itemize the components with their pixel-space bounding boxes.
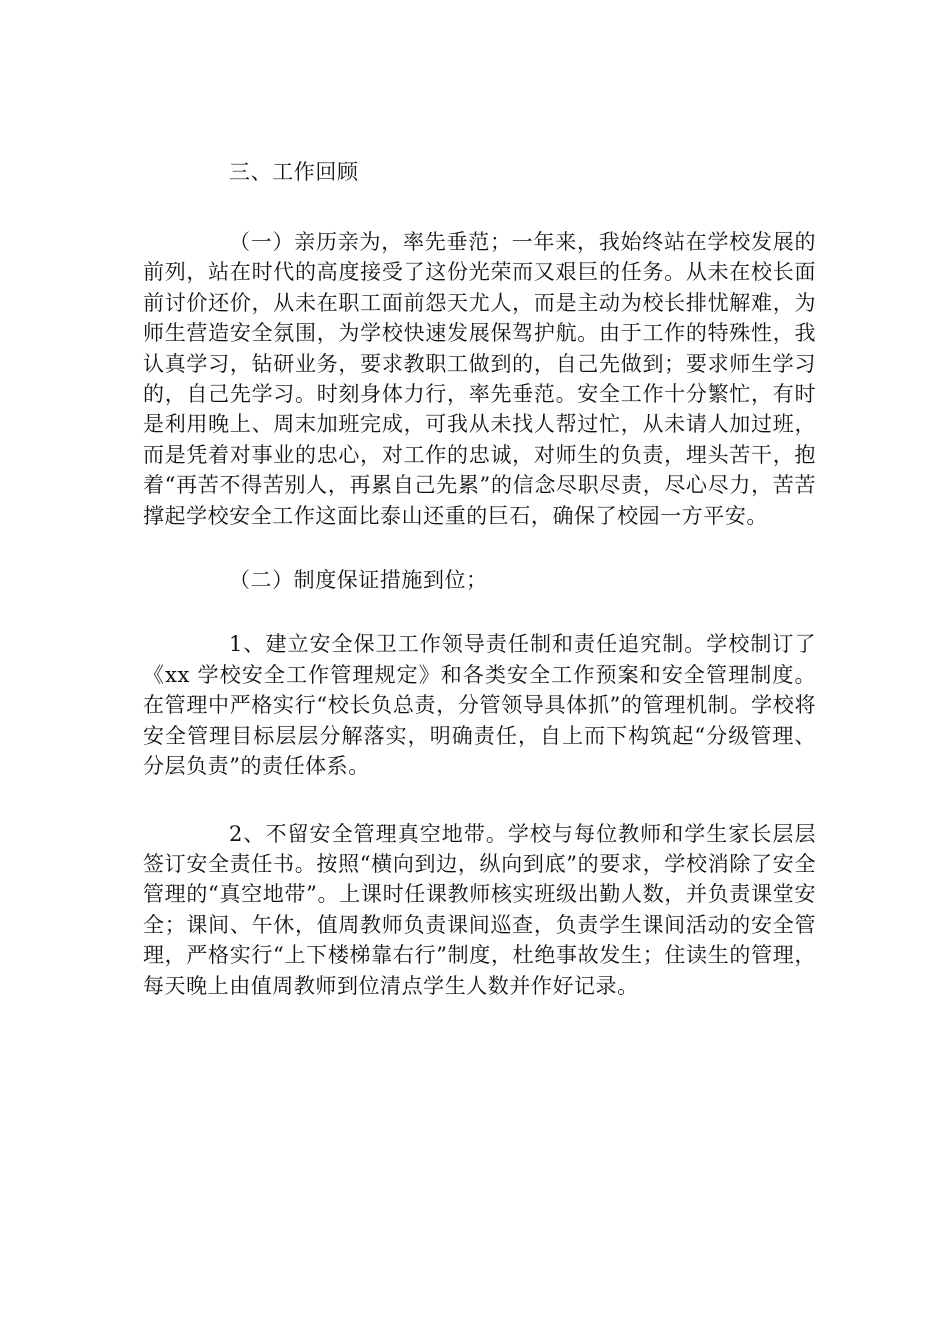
subheading-system-measures: （二）制度保证措施到位； (229, 568, 488, 593)
paragraph-no-vacuum-zone: 2、不留安全管理真空地带。学校与每位教师和学生家长层层签订安全责任书。按照“横向到边，纵向到底”的要求，学校消除了安全管理的“真空地带”。上课时任课教师核实班级出勤人数，并负责课堂安全；课间、午休，值周教师负责课间巡查，负责学生课间活动的安全管理，严格实行“上下楼梯靠右行”制度，杜绝事故发生；住读生的管理，每天晚上由值周教师到位清点学生人数并作好记录。 (143, 821, 816, 998)
paragraph-responsibility-system: 1、建立安全保卫工作领导责任制和责任追究制。学校制订了《xx 学校安全工作管理规定》和各类安全工作预案和安全管理制度。在管理中严格实行“校长负总责，分管领导具体抓”的管理机制。学校将安全管理目标层层分解落实，明确责任，自上而下构筑起“分级管理、分层负责”的责任体系。 (143, 632, 816, 779)
paragraph-leadership: （一）亲历亲为，率先垂范；一年来，我始终站在学校发展的前列，站在时代的高度接受了这份光荣而又艰巨的任务。从未在校长面前讨价还价，从未在职工面前怨天尤人，而是主动为校长排忧解难，为师生营造安全氛围，为学校快速发展保驾护航。由于工作的特殊性，我认真学习，钻研业务，要求教职工做到的，自己先做到；要求师生学习的，自己先学习。时刻身体力行，率先垂范。安全工作十分繁忙，有时是利用晚上、周末加班完成，可我从未找人帮过忙，从未请人加过班，而是凭着对事业的忠心，对工作的忠诚，对师生的负责，埋头苦干，抱着“再苦不得苦别人，再累自己先累”的信念尽职尽责，尽心尽力，苦苦撑起学校安全工作这面比泰山还重的巨石，确保了校园一方平安。 (143, 230, 816, 528)
section-heading: 三、工作回顾 (229, 160, 359, 184)
document-body (143, 155, 816, 1001)
